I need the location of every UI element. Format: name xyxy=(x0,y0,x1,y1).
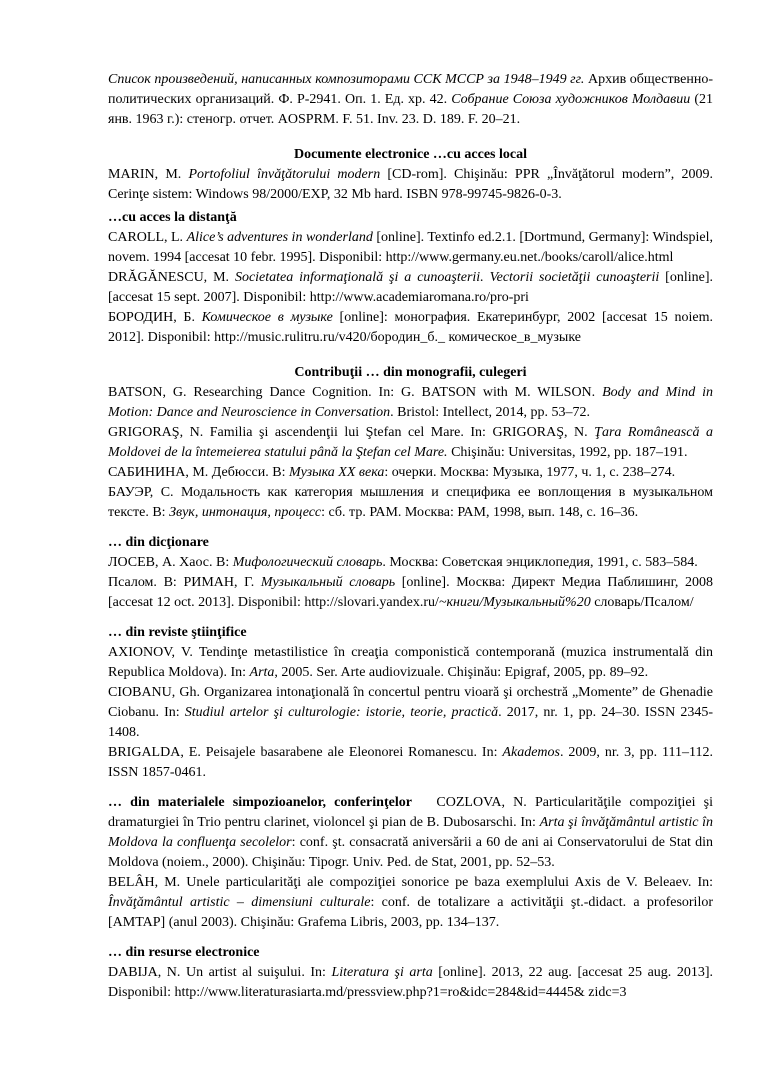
section-heading-resurse-electronice xyxy=(108,943,713,963)
text-run: BELÂH, M. Unele particularităţi ale compoziţiei sonorice pe baza exemplului Axis de V. Beleaev. In: xyxy=(108,875,713,890)
section-heading-dictionare xyxy=(108,533,713,553)
bib-entry-borodin xyxy=(108,308,713,348)
italic-text-run: Arta şi învăţământul artistic în Moldova la confluenţa secolelor xyxy=(108,815,713,850)
text-run: [online]. Москва: Директ Медиа Паблишинг, 2008 [accesat 12 oct. 2013]. Disponibil: http://slovari.yandex.ru/ xyxy=(108,575,713,610)
text-run: AXIONOV, V. Tendinţe metastilistice în creaţia componistică contemporană (muzica instrumentală din Republica Moldova). In: xyxy=(108,645,713,680)
italic-text-run: Ţara Românească a Moldovei de la întemeierea statului până la Ştefan cel Mare. xyxy=(108,425,713,460)
italic-text-run: Societatea informaţională şi a cunoaşterii. Vectorii societăţii cunoaşterii xyxy=(234,270,660,285)
text-run: [online]. 2013, 22 aug. [accesat 25 aug. 2013]. Disponibil: http://www.literaturasiarta.md/pressview.php?1=ro&idc=284&id=4445& zidc=3 xyxy=(108,965,713,1000)
text-run: BATSON, G. Researching Dance Cognition. In: G. BATSON with M. WILSON. xyxy=(108,385,603,400)
bold-text-run: … din dicţionare xyxy=(108,535,209,550)
text-run: CAROLL, L. xyxy=(108,230,187,245)
text-run: . Bristol: Intellect, 2014, pp. 53–72. xyxy=(390,405,591,420)
bib-entry-marin xyxy=(108,165,713,205)
section-heading-acces-la-distanta xyxy=(108,208,713,228)
text-run: [online]. Textinfo ed.2.1. [Dortmund, Germany]: Windspiel, novem. 1994 [accesat 10 febr. 1995]. Disponibil: http://www.germany.eu.net./books/caroll/alice.html xyxy=(108,230,713,265)
text-run: ЛОСЕВ, А. Хаос. В: xyxy=(108,555,233,570)
italic-text-run: Arta xyxy=(249,665,275,680)
bib-entry-batson xyxy=(108,383,713,423)
bib-entry-grigoras xyxy=(108,423,713,463)
bib-entry-belah xyxy=(108,873,713,933)
bib-entry-bauer xyxy=(108,483,713,523)
text-run: BRIGALDA, E. Peisajele basarabene ale Eleonorei Romanescu. In: xyxy=(108,745,503,760)
bib-entry-axionov xyxy=(108,643,713,683)
bib-entry-psalom xyxy=(108,573,713,613)
text-run: Архив общественно-политических организаций. Ф. Р-2941. Оп. 1. Ед. хр. 42. xyxy=(108,72,713,107)
document-content xyxy=(108,70,713,1003)
bold-text-run: …cu acces la distanţă xyxy=(108,210,237,225)
text-run: : очерки. Москва: Музыка, 1977, ч. 1, с. 238–274. xyxy=(384,465,676,480)
text-run: CIOBANU, Gh. Organizarea intonaţională în concertul pentru vioară şi orchestră „Momente” de Ghenadie Ciobanu. In: xyxy=(108,685,713,720)
section-heading-contributii xyxy=(108,363,713,383)
text-run: DABIJA, N. Un artist al suişului. In: xyxy=(108,965,332,980)
text-run: : conf. şt. consacrată aniversării a 60 de ani ai Conservatorului de Stat din Moldova (noiem., 2000). Chişinău: Tipogr. Univ. Ped. de Stat, 2001, pp. 52–53. xyxy=(108,835,713,870)
italic-text-run: Музыкальный словарь xyxy=(260,575,396,590)
text-run: Chişinău: Universitas, 1992, pp. 187–191. xyxy=(447,445,688,460)
section-heading-documente-electronice xyxy=(108,145,713,165)
bold-text-run: … din reviste ştiinţifice xyxy=(108,625,247,640)
text-run: БАУЭР, С. Модальность как категория мышления и специфика ее воплощения в музыкальном тексте. В: xyxy=(108,485,713,520)
text-run: [CD-rom]. Chişinău: PPR „Învăţătorul modern”, 2009. Cerinţe sistem: Windows 98/2000/EXP, 32 Mb hard. ISBN 978-99745-9826-0-3. xyxy=(108,167,713,202)
italic-text-run: Собрание Союза художников Молдавии xyxy=(451,92,691,107)
bib-entry-draganescu xyxy=(108,268,713,308)
text-run: [online]: монография. Екатеринбург, 2002 [accesat 15 noiem. 2012]. Disponibil: http://music.rulitru.ru/v420/бородин_б._ комическое_в_музыке xyxy=(108,310,713,345)
bib-entry-brigalda xyxy=(108,743,713,783)
bib-entry-losev xyxy=(108,553,713,573)
text-run: БОРОДИН, Б. xyxy=(108,310,202,325)
bib-entry-caroll xyxy=(108,228,713,268)
text-run: . Москва: Советская энциклопедия, 1991, с. 583–584. xyxy=(382,555,698,570)
italic-text-run: Portofoliul învăţătorului modern xyxy=(188,167,381,182)
text-run: MARIN, M. xyxy=(108,167,189,182)
text-run: GRIGORAŞ, N. Familia şi ascendenţii lui Ştefan cel Mare. In: GRIGORAŞ, N. xyxy=(108,425,595,440)
italic-text-run: Akademos xyxy=(502,745,560,760)
text-run: DRĂGĂNESCU, M. xyxy=(108,270,235,285)
italic-text-run: Literatura şi arta xyxy=(331,965,433,980)
text-run: Псалом. В: РИМАН, Г. xyxy=(108,575,261,590)
italic-text-run: Мифологический словарь xyxy=(232,555,383,570)
italic-text-run: Звук, интонация, процесс xyxy=(169,505,322,520)
bib-entry-ciobanu xyxy=(108,683,713,743)
bold-text-run: … din resurse electronice xyxy=(108,945,260,960)
italic-text-run: Body and Mind in Motion: Dance and Neuroscience in Conversation xyxy=(108,385,713,420)
bib-entry-sabinina xyxy=(108,463,713,483)
text-run: САБИНИНА, М. Дебюсси. В: xyxy=(108,465,289,480)
bib-entry-cozlova xyxy=(108,793,713,873)
bold-text-run: Documente electronice …cu acces local xyxy=(294,147,527,162)
italic-text-run: Alice’s adventures in wonderland xyxy=(186,230,373,245)
text-run: : сб. тр. РАМ. Москва: РАМ, 1998, вып. 148, с. 16–36. xyxy=(321,505,639,520)
italic-text-run: Studiul artelor şi culturologie: istorie, teorie, practică xyxy=(184,705,499,720)
bib-entry-dabija xyxy=(108,963,713,1003)
text-run: (21 янв. 1963 г.): стеногр. отчет. AOSPRM. F. 51. Inv. 23. D. 189. F. 20–21. xyxy=(108,92,713,127)
text-run: . 2009, nr. 3, pp. 111–112. ISSN 1857-0461. xyxy=(108,745,713,780)
section-heading-reviste-stiintifice xyxy=(108,623,713,643)
italic-text-run: Învăţământul artistic – dimensiuni culturale xyxy=(108,895,371,910)
text-run: COZLOVA, N. Particularităţile compoziţiei şi dramaturgiei în Trio pentru clarinet, violoncel şi pian de B. Dubosarschi. In: xyxy=(108,795,714,830)
text-run: : conf. de totalizare a activităţii şt.-didact. a profesorilor [AMTAP] (anul 2003). Chişinău: Grafema Libris, 2003, pp. 134–137. xyxy=(108,895,714,930)
text-run: . 2017, nr. 1, pp. 24–30. ISSN 2345-1408. xyxy=(108,705,713,740)
text-run: [online]. [accesat 15 sept. 2007]. Disponibil: http://www.academiaromana.ro/pro-pri xyxy=(108,270,714,305)
bib-entry-arhiv xyxy=(108,70,713,130)
text-run: , 2005. Ser. Arte audiovizuale. Chişinău: Epigraf, 2005, pp. 89–92. xyxy=(274,665,649,680)
italic-text-run: Музыка XX века xyxy=(288,465,385,480)
italic-text-run: ~книги/Музыкальный%20 xyxy=(438,595,591,610)
italic-text-run: Список произведений, написанных композиторами ССК МССР за 1948–1949 гг. xyxy=(108,72,585,87)
bold-text-run: Contribuţii … din monografii, culegeri xyxy=(294,365,527,380)
italic-text-run: Комическое в музыке xyxy=(201,310,333,325)
bold-text-run: … din materialele simpozioanelor, conferinţelor xyxy=(108,795,412,810)
text-run: словарь/Псалом/ xyxy=(590,595,694,610)
